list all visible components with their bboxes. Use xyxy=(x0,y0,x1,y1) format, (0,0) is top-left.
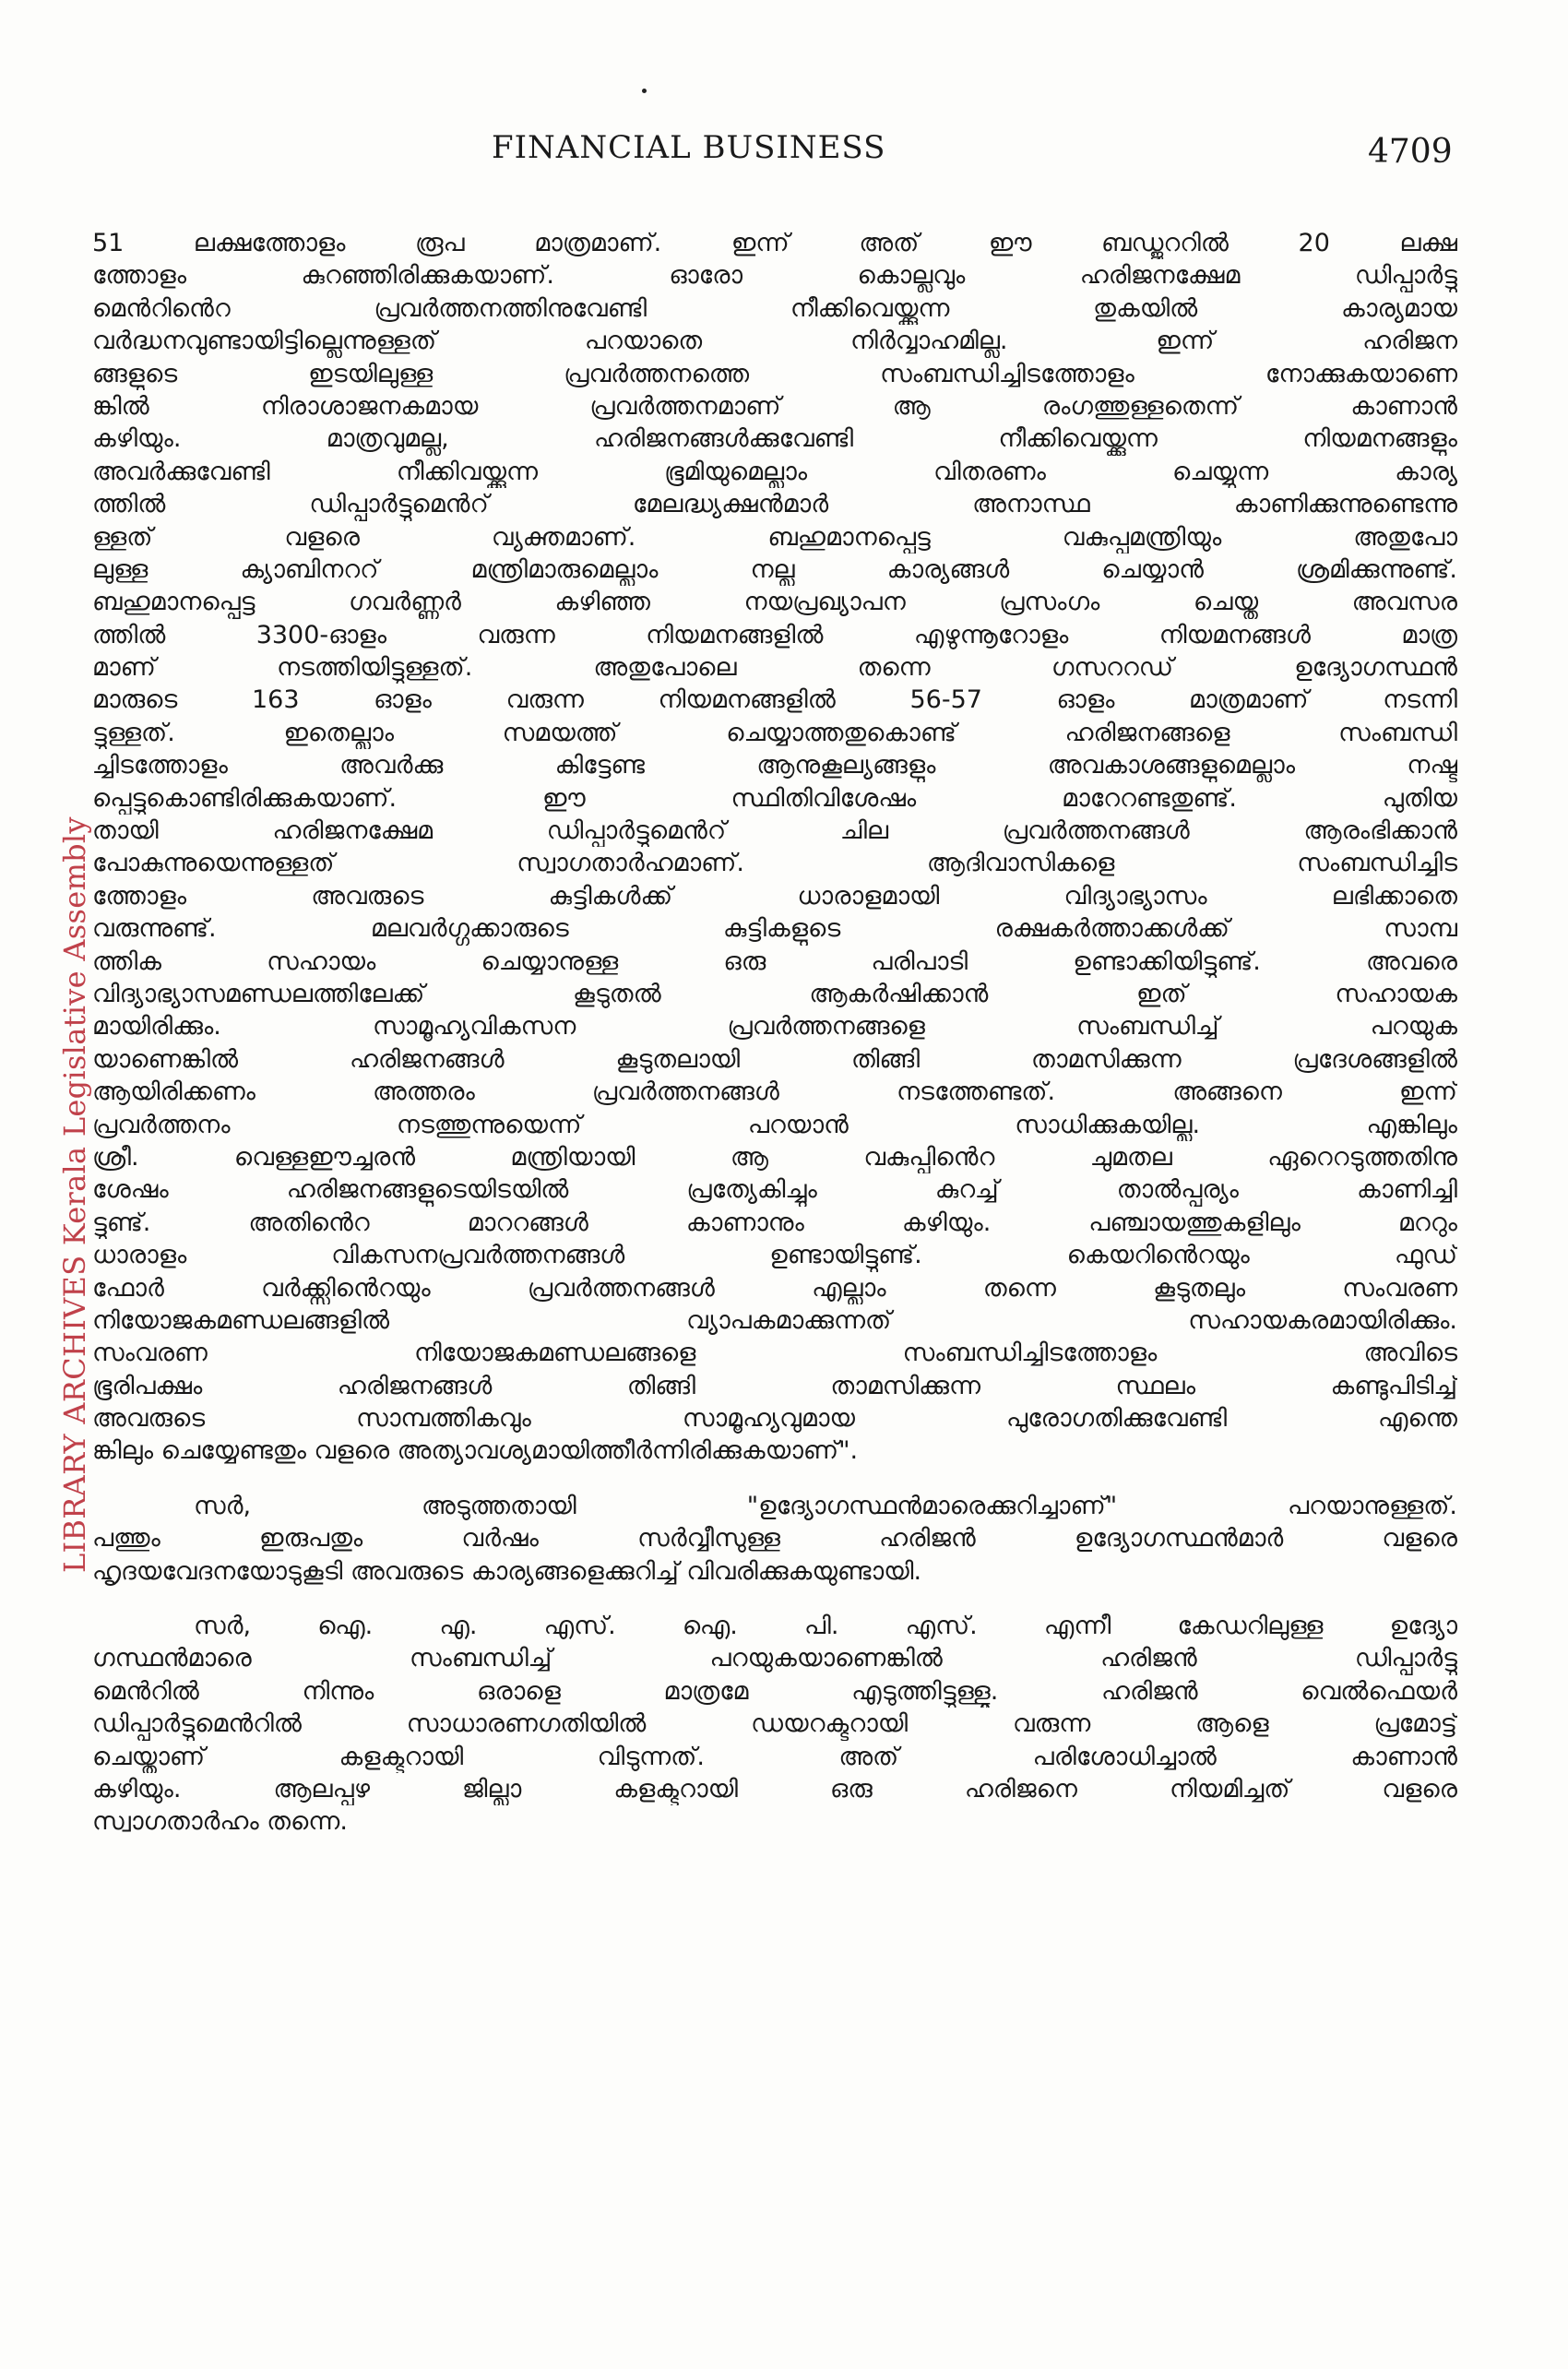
text-line: ശ്രീ. വെള്ളഈച്ചരൻ മന്ത്രിയായി ആ വകുപ്പിൻെറ ചുമതല ഏറെറടുത്തതിനു xyxy=(92,1142,1457,1172)
text-line: ത്തിക സഹായം ചെയ്യാനുള്ള ഒരു പരിപാടി ഉണ്ടാക്കിയിട്ടുണ്ട്. അവരെ xyxy=(92,946,1457,976)
text-line: പ്രവർത്തനം നടത്തുന്നുയെന്ന് പറയാൻ സാധിക്കുകയില്ല. എങ്കിലും xyxy=(92,1110,1457,1139)
text-line: മായിരിക്കും. സാമൂഹ്യവികസന പ്രവർത്തനങ്ങളെ സംബന്ധിച്ച് പറയുക xyxy=(92,1012,1457,1042)
paragraph xyxy=(92,1610,1457,1839)
text-line: മെൻറിൽ നിന്നും ഒരാളെ മാത്രമേ എടുത്തിട്ടുള്ളൂ. ഹരിജൻ വെൽഫെയർ xyxy=(92,1676,1457,1706)
text-line: സർ, ഐ. എ. എസ്. ഐ. പി. എസ്. എന്നീ കേഡറിലുള്ള ഉദ്യോ xyxy=(194,1612,1457,1641)
text-line: പത്തും ഇരുപതും വർഷം സർവ്വീസുള്ള ഹരിജൻ ഉദ്യോഗസ്ഥൻമാർ വളരെ xyxy=(92,1524,1457,1554)
text-line: വരുന്നുണ്ട്. മലവർഗ്ഗക്കാരുടെ കുട്ടികളുടെ രക്ഷകർത്താക്കൾക്ക് സാമ്പ xyxy=(92,914,1457,944)
text-line: ഫോർ വർക്ക്സിൻെറയും പ്രവർത്തനങ്ങൾ എല്ലാം തന്നെ കൂടുതലും സംവരണ xyxy=(92,1273,1457,1303)
text-line: ള്ളത് വളരെ വ്യക്തമാണ്. ബഹുമാനപ്പെട്ട വകുപ്പുമന്ത്രിയും അതുപോ xyxy=(92,522,1457,552)
text-line: പോകുന്നുയെന്നുള്ളത് സ്വാഗതാർഹമാണ്. ആദിവാസികളെ സംബന്ധിച്ചിട xyxy=(92,849,1457,878)
page-number: 4709 xyxy=(1368,133,1453,171)
text-line: 51 ലക്ഷത്തോളം രൂപ മാത്രമാണ്. ഇന്ന് അത് ഈ ബഡ്ജററിൽ 20 ലക്ഷ xyxy=(92,229,1457,257)
running-title: FINANCIAL BUSINESS xyxy=(492,129,886,166)
paragraph xyxy=(92,227,1457,1468)
text-line: ച്ചിടത്തോളം അവർക്കു കിട്ടേണ്ട ആനുകൂല്യങ്ങളും അവകാശങ്ങളുമെല്ലാം നഷ്ട xyxy=(92,751,1457,780)
text-line: യാണെങ്കിൽ ഹരിജനങ്ങൾ കൂടുതലായി തിങ്ങി താമസിക്കുന്ന പ്രദേശങ്ങളിൽ xyxy=(92,1044,1457,1074)
text-line: ഡിപ്പാർട്ടുമെൻറിൽ സാധാരണഗതിയിൽ ഡയറക്ടറായി വരുന്ന ആളെ പ്രമോട്ട് xyxy=(92,1709,1457,1739)
text-line: ത്തിൽ 3300-ഓളം വരുന്ന നിയമനങ്ങളിൽ എഴുന്നൂറോളം നിയമനങ്ങൾ മാത്ര xyxy=(92,620,1457,649)
text-line: വിദ്യാഭ്യാസമണ്ഡലത്തിലേക്ക് കൂടുതൽ ആകർഷിക്കാൻ ഇത് സഹായക xyxy=(92,979,1457,1008)
archive-watermark: LIBRARY ARCHIVES Kerala Legislative Assembly xyxy=(57,816,92,1573)
text-line: വർദ്ധനവുണ്ടായിട്ടില്ലെന്നുള്ളത് പറയാതെ നിർവ്വാഹമില്ല. ഇന്ന് ഹരിജന xyxy=(92,327,1457,356)
text-line: അവരുടെ സാമ്പത്തികവും സാമൂഹ്യവുമായ പുരോഗതിക്കുവേണ്ടി എന്തെ xyxy=(92,1404,1457,1434)
text-line: സ്വാഗതാർഹം തന്നെ. xyxy=(92,1807,348,1837)
text-line: നിയോജകമണ്ഡലങ്ങളിൽ വ്യാപകമാക്കുന്നത് സഹായകരമായിരിക്കും. xyxy=(92,1305,1457,1335)
text-line: ഗസ്ഥൻമാരെ സംബന്ധിച്ച് പറയുകയാണെങ്കിൽ ഹരിജൻ ഡിപ്പാർട്ടു xyxy=(92,1644,1457,1673)
text-line: കഴിയും. ആലപ്പുഴ ജില്ലാ കളക്ടറായി ഒരു ഹരിജനെ നിയമിച്ചത് വളരെ xyxy=(92,1774,1457,1804)
paragraph-gap xyxy=(92,1588,1457,1610)
text-line: ശേഷം ഹരിജനങ്ങളുടെയിടയിൽ പ്രത്യേകിച്ചും കുറച്ച് താൽപ്പര്യം കാണിച്ചി xyxy=(92,1175,1457,1205)
text-line: ബഹുമാനപ്പെട്ട ഗവർണ്ണർ കഴിഞ്ഞ നയപ്രഖ്യാപന പ്രസംഗം ചെയ്ത അവസര xyxy=(92,588,1457,617)
text-line: മാരുടെ 163 ഓളം വരുന്ന നിയമനങ്ങളിൽ 56-57 ഓളം മാത്രമാണ് നടന്നി xyxy=(92,685,1457,715)
text-line: ങ്ങളുടെ ഇടയിലുള്ള പ്രവർത്തനത്തെ സംബന്ധിച്ചിടത്തോളം നോക്കുകയാണെ xyxy=(92,359,1457,388)
text-line: ത്തോളം കുറഞ്ഞിരിക്കുകയാണ്. ഓരോ കൊല്ലവും ഹരിജനക്ഷേമ ഡിപ്പാർട്ടു xyxy=(92,261,1457,291)
text-line: ഹൃദയവേദനയോടുകൂടി അവരുടെ കാര്യങ്ങളെക്കുറിച്ച് വിവരിക്കുകയുണ്ടായി. xyxy=(92,1556,922,1586)
text-line: കഴിയും. മാത്രവുമല്ല, ഹരിജനങ്ങൾക്കുവേണ്ടി നീക്കിവെയ്ക്കുന്ന നിയമനങ്ങളും xyxy=(92,424,1457,454)
text-line: ലുള്ള ക്യാബിനററ് മന്ത്രിമാരുമെല്ലാം നല്ല കാര്യങ്ങൾ ചെയ്യാൻ ശ്രമിക്കുന്നുണ്ട്. xyxy=(92,554,1457,584)
text-line: ത്തോളം അവരുടെ കുട്ടികൾക്ക് ധാരാളമായി വിദ്യാഭ്യാസം ലഭിക്കാതെ xyxy=(92,881,1457,911)
paragraph-gap xyxy=(92,1468,1457,1490)
text-line: ട്ടുള്ളത്. ഇതെല്ലാം സമയത്ത് ചെയ്യാത്തതുകൊണ്ട് ഹരിജനങ്ങളെ സംബന്ധി xyxy=(92,718,1457,747)
text-line: ങ്കിൽ നിരാശാജനകമായ പ്രവർത്തനമാണ് ആ രംഗത്തുള്ളതെന്ന് കാണാൻ xyxy=(92,391,1457,421)
text-line: ങ്കിലും ചെയ്യേണ്ടതും വളരെ അത്യാവശ്യമായിത്തീർന്നിരിക്കുകയാണ്". xyxy=(92,1436,859,1466)
text-line: തായി ഹരിജനക്ഷേമ ഡിപ്പാർട്ടുമെൻറ് ചില പ്രവർത്തനങ്ങൾ ആരംഭിക്കാൻ xyxy=(92,816,1457,846)
text-line: ധാരാളം വികസനപ്രവർത്തനങ്ങൾ ഉണ്ടായിട്ടുണ്ട്. കെയറിൻെറയും ഫുഡ് xyxy=(92,1241,1457,1270)
text-line: ചെയ്താണ് കളക്ടറായി വിടുന്നത്. അത് പരിശോധിച്ചാൽ കാണാൻ xyxy=(92,1742,1457,1771)
text-line: ട്ടുണ്ട്. അതിൻെറ മാററങ്ങൾ കാണാനും കഴിയും. പഞ്ചായത്തുകളിലും മററും xyxy=(92,1208,1457,1237)
text-line: മെൻറിൻെറ പ്രവർത്തനത്തിനുവേണ്ടി നീക്കിവെയ്ക്കുന്ന തുകയിൽ കാര്യമായ xyxy=(92,293,1457,323)
text-line: സംവരണ നിയോജകമണ്ഡലങ്ങളെ സംബന്ധിച്ചിടത്തോളം അവിടെ xyxy=(92,1339,1457,1368)
text-line: ത്തിൽ ഡിപ്പാർട്ടുമെൻറ് മേലദ്ധ്യക്ഷൻമാർ അനാസ്ഥ കാണിക്കുന്നുണ്ടെന്നു xyxy=(92,490,1457,519)
text-line: ഭൂരിപക്ഷം ഹരിജനങ്ങൾ തിങ്ങി താമസിക്കുന്ന സ്ഥലം കണ്ടുപിടിച്ച് xyxy=(92,1371,1457,1400)
ink-dot xyxy=(642,89,647,93)
text-line: മാണ് നടത്തിയിട്ടുള്ളത്. അതുപോലെ തന്നെ ഗസററഡ് ഉദ്യോഗസ്ഥൻ xyxy=(92,653,1457,683)
text-line: പ്പെട്ടുകൊണ്ടിരിക്കുകയാണ്. ഈ സ്ഥിതിവിശേഷം മാറേറണ്ടതുണ്ട്. പുതിയ xyxy=(92,783,1457,813)
text-line: സർ, അടുത്തതായി "ഉദ്യോഗസ്ഥൻമാരെക്കുറിച്ചാണ്" പറയാനുള്ളത്. xyxy=(194,1491,1457,1520)
running-header xyxy=(0,129,1568,185)
text-line: ആയിരിക്കണം അത്തരം പ്രവർത്തനങ്ങൾ നടത്തേണ്ടത്. അങ്ങനെ ഇന്ന് xyxy=(92,1077,1457,1107)
body-text xyxy=(92,227,1457,1839)
text-line: അവർക്കുവേണ്ടി നീക്കിവയ്ക്കുന്ന ഭൂമിയുമെല്ലാം വിതരണം ചെയ്യുന്ന കാര്യ xyxy=(92,457,1457,486)
paragraph xyxy=(92,1490,1457,1588)
